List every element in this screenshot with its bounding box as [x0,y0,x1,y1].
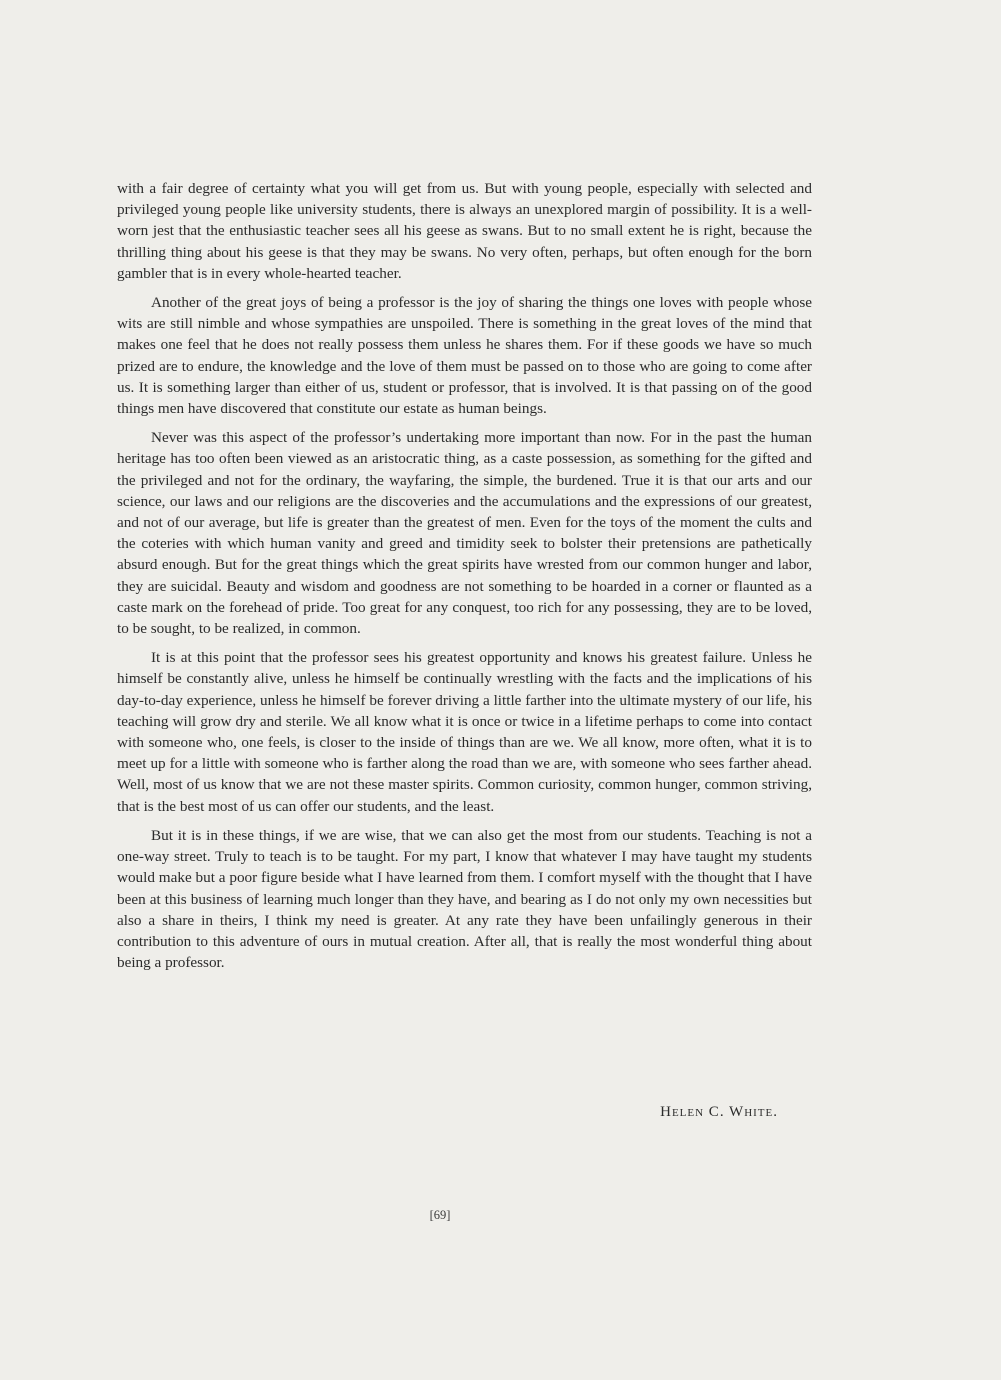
page-number: [69] [429,1208,451,1222]
paragraph: Never was this aspect of the professor’s undertaking more important than now. For in the past the human heritage has too often been viewed as an aristocratic thing, as a caste possession, as something for the gifted and the privileged and not for the ordinary, the wayfaring, the simple, the burdened. True it is that our arts and our science, our laws and our religions are the discoveries and the accumulations and the expressions of our greatest, and not of our average, but life is greater than the greatest of men. Even for the toys of the moment the cults and the coteries with which human vanity and greed and timidity seek to bolster their pretensions are pathetically absurd enough. But for the great things which the great spirits have wrested from our common hunger and labor, they are suicidal. Beauty and wisdom and goodness are not something to be hoarded in a corner or flaunted as a caste mark on the forehead of pride. Too great for any conquest, too rich for any possessing, they are to be loved, to be sought, to be realized, in common. [117,429,812,638]
paragraph-continuation: with a fair degree of certainty what you will get from us. But with young people, especially with selected and privileged young people like university students, there is always an unexplored margin of possibility. It is a well-worn jest that the enthusiastic teacher sees all his geese as swans. But to no small extent he is right, because the thrilling thing about his geese is that they may be swans. No very often, perhaps, but often enough for the born gambler that is in every whole-hearted teacher. [117,180,812,282]
paragraph: Another of the great joys of being a professor is the joy of sharing the things one loves with people whose wits are still nimble and whose sympathies are unspoiled. There is something in the great loves of the mind that makes one feel that he does not really possess them unless he shares them. For if these goods we have so much prized are to endure, the knowledge and the love of them must be passed on to those who are going to come after us. It is something larger than either of us, student or professor, that is involved. It is that passing on of the good things men have discovered that constitute our estate as human beings. [117,294,812,418]
paragraph: It is at this point that the professor sees his greatest opportunity and knows his greatest failure. Unless he himself be constantly alive, unless he himself be continually wrestling with the facts and the implications of his day-to-day experience, unless he himself be forever driving a little farther into the ultimate mystery of our life, his teaching will grow dry and sterile. We all know what it is once or twice in a lifetime perhaps to come into contact with someone who, one feels, is closer to the inside of things than are we. We all know, more often, what it is to meet up for a little with someone who is farther along the road than we are, with someone who sees farther ahead. Well, most of us know that we are not these master spirits. Common curiosity, common hunger, common striving, that is the best most of us can offer our students, and the least. [117,649,812,815]
paragraph: But it is in these things, if we are wise, that we can also get the most from our students. Teaching is not a one-way street. Truly to teach is to be taught. For my part, I know that whatever I may have taught my students would make but a poor figure beside what I have learned from them. I comfort myself with the thought that I have been at this business of learning much longer than they have, and bearing as I do not only my own necessities but also a share in theirs, I think my need is greater. At any rate they have been unfailingly generous in their contribution to this adventure of ours in mutual creation. After all, that is really the most wonderful thing about being a professor. [117,826,812,972]
body-text [117,178,812,981]
author-signature: Helen C. White. [660,1104,778,1120]
